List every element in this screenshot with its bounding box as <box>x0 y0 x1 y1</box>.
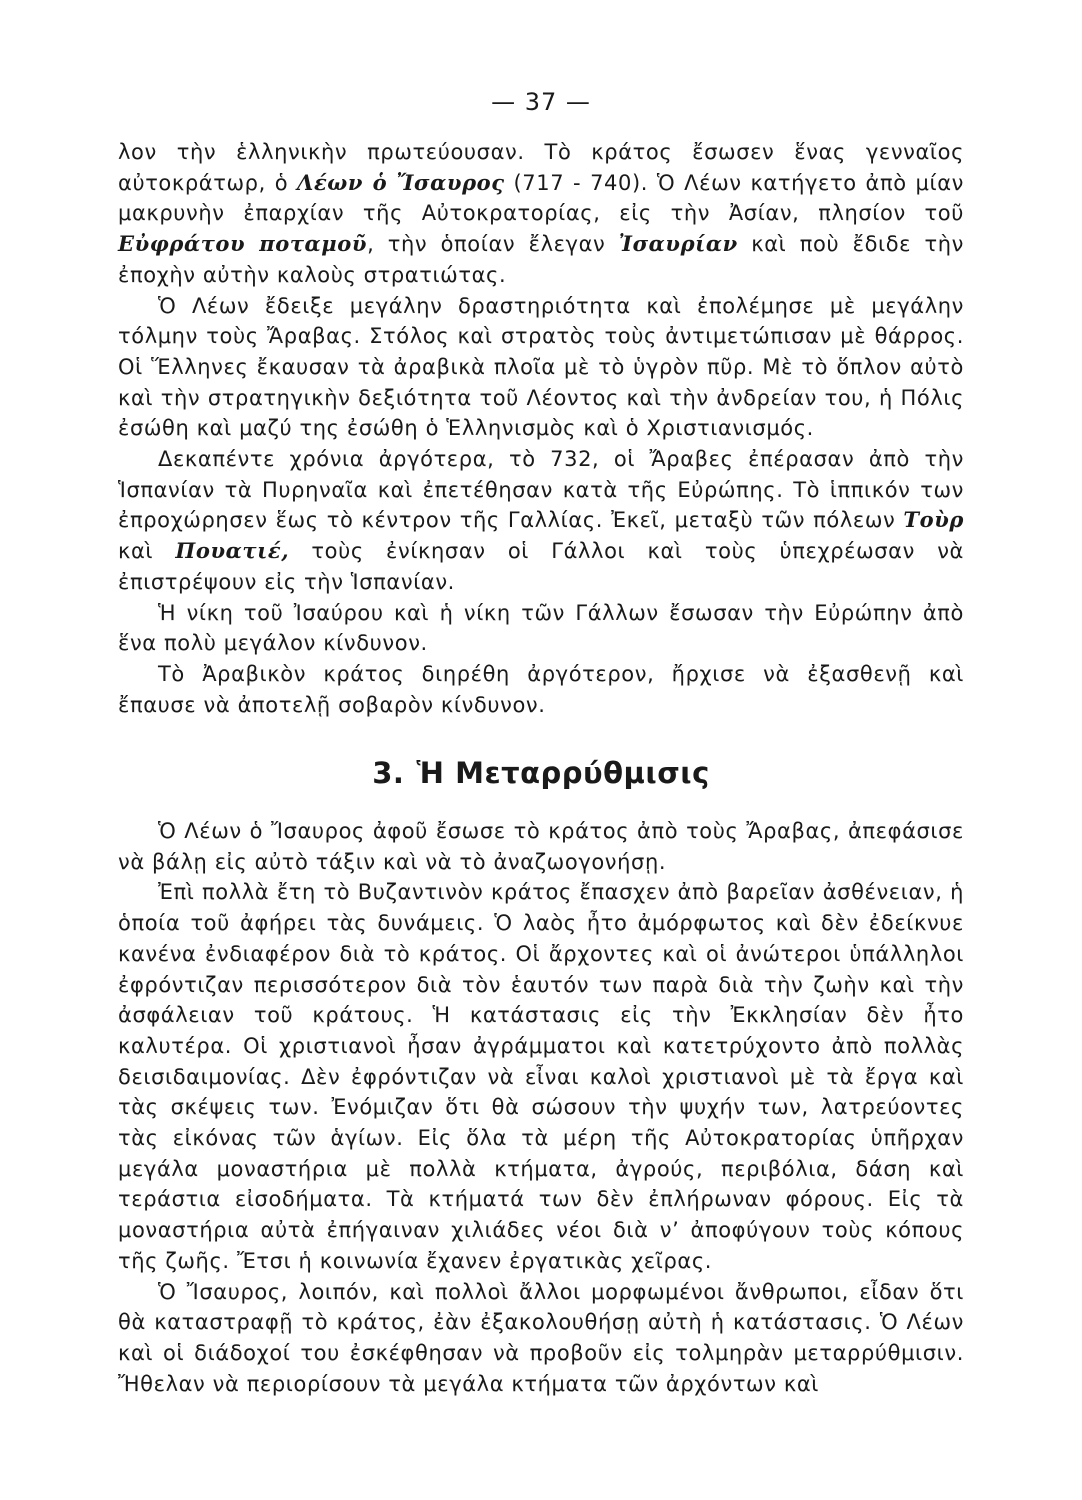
paragraph-arab-war: Ὁ Λέων ἔδειξε μεγάλην δραστηριότητα καὶ ἐπολέμησε μὲ μεγάλην τόλμην τοὺς Ἄραβας. Στόλος καὶ στρατὸς τοὺς ἀντιμετώπισαν μὲ θάρρος. Οἱ Ἕλληνες ἔκαυσαν τὰ ἀραβικὰ πλοῖα μὲ τὸ ὑγρὸν πῦρ. Μὲ τὸ ὅπλον αὐτὸ καὶ τὴν στρατηγικὴν δεξιότητα τοῦ Λέοντος καὶ τὴν ἀνδρείαν του, ἡ Πόλις ἐσώθη καὶ μαζύ της ἐσώθη ὁ Ἑλληνισμὸς καὶ ὁ Χριστιανισμός. <box>118 293 964 441</box>
paragraph-reform-plan: Ὁ Ἴσαυρος, λοιπόν, καὶ πολλοὶ ἄλλοι μορφωμένοι ἄνθρωποι, εἶδαν ὅτι θὰ καταστραφῇ τὸ κράτος, ἐὰν ἐξακολουθήσῃ αὐτὴ ἡ κατάστασις. Ὁ Λέων καὶ οἱ διάδοχοί του ἐσκέφθησαν νὰ προβοῦν εἰς τολμηρὰν μεταρρύθμισιν. Ἤθελαν νὰ περιορίσουν τὰ μεγάλα κτήματα τῶν ἀρχόντων καὶ <box>118 1279 964 1396</box>
emphasis-tours: Τοὺρ <box>903 507 964 533</box>
paragraph-leo-emperor <box>118 137 964 291</box>
paragraph-text: (717 - 740). Ὁ Λέων κατήγετο ἀπὸ μίαν μακρυνὴν ἐπαρχίαν τῆς Αὐτοκρατορίας, εἰς τὴν Ἀσίαν, πλησίον τοῦ <box>118 170 964 226</box>
paragraph-state-illness: Ἐπὶ πολλὰ ἔτη τὸ Βυζαντινὸν κράτος ἔπασχεν ἀπὸ βαρεῖαν ἀσθένειαν, ἡ ὁποία τοῦ ἀφήρει τὰς δυνάμεις. Ὁ λαὸς ἦτο ἀμόρφωτος καὶ δὲν ἐδείκνυε κανένα ἐνδιαφέρον διὰ τὸ κράτος. Οἱ ἄρχοντες καὶ οἱ ἀνώτεροι ὑπάλληλοι ἐφρόντιζαν περισσότερον διὰ τὸν ἑαυτόν των παρὰ διὰ τὴν ζωὴν καὶ τὴν ἀσφάλειαν τοῦ κράτους. Ἡ κατάστασις εἰς τὴν Ἐκκλησίαν δὲν ἦτο καλυτέρα. Οἱ χριστιανοὶ ἦσαν ἀγράμματοι καὶ κατετρύχοντο ἀπὸ πολλὰς δεισιδαιμονίας. Δὲν ἐφρόντιζαν νὰ εἶναι καλοὶ χριστιανοὶ μὲ τὰ ἔργα καὶ τὰς σκέψεις των. Ἐνόμιζαν ὅτι θὰ σώσουν τὴν ψυχήν των, λατρεύοντες τὰς εἰκόνας τῶν ἁγίων. Εἰς ὅλα τὰ μέρη τῆς Αὐτοκρατορίας ὑπῆρχαν μεγάλα μοναστήρια μὲ πολλὰ κτήματα, ἀγρούς, περιβόλια, δάση καὶ τεράστια εἰσοδήματα. Τὰ κτήματά των δὲν ἐπλήρωναν φόρους. Εἰς τὰ μοναστήρια αὐτὰ ἐπήγαιναν χιλιάδες νέοι διὰ ν’ ἀποφύγουν τοὺς κόπους τῆς ζωῆς. Ἔτσι ἡ κοινωνία ἔχανεν ἐργατικὰς χεῖρας. <box>118 880 964 1273</box>
emphasis-poitiers: Πουατιέ, <box>175 538 290 564</box>
section-number: 3. <box>372 756 405 790</box>
page-number: — 37 — <box>491 88 591 116</box>
paragraph-text: , τὴν ὁποίαν ἔλεγαν <box>367 232 619 257</box>
text-block-top <box>118 137 964 720</box>
paragraph-poitiers <box>118 444 964 598</box>
text-block-bottom <box>118 816 964 1399</box>
section-heading <box>0 756 1082 790</box>
paragraph-text: λον τὴν ἑλληνικὴν πρωτεύουσαν. Τὸ κράτος ἔσωσεν ἕνας γενναῖος αὐτοκράτωρ, ὁ <box>118 140 964 195</box>
paragraph-text: καὶ <box>118 539 176 564</box>
emphasis-isauria: Ἰσαυρίαν <box>618 231 738 257</box>
section-title: Ἡ Μεταρρύθμισις <box>416 756 710 790</box>
emphasis-euphrates-river: Εὐφράτου ποταμοῦ <box>118 231 368 257</box>
emphasis-leo-isaurian: Λέων ὁ Ἴσαυρος <box>297 169 505 195</box>
paragraph-arab-decline: Τὸ Ἀραβικὸν κράτος διηρέθη ἀργότερον, ἤρχισε νὰ ἐξασθενῇ καὶ ἔπαυσε νὰ ἀποτελῇ σοβαρὸν κίνδυνον. <box>118 661 964 717</box>
paragraph-victory: Ἡ νίκη τοῦ Ἰσαύρου καὶ ἡ νίκη τῶν Γάλλων ἔσωσαν τὴν Εὐρώπην ἀπὸ ἕνα πολὺ μεγάλον κίνδυνον. <box>118 600 964 656</box>
paragraph-text: καὶ ποὺ ἔδιδε τὴν ἐποχὴν αὐτὴν καλοὺς στρατιώτας. <box>118 232 964 287</box>
paragraph-reform-intro: Ὁ Λέων ὁ Ἴσαυρος ἀφοῦ ἔσωσε τὸ κράτος ἀπὸ τοὺς Ἄραβας, ἀπεφάσισε νὰ βάλῃ εἰς αὐτὸ τάξιν καὶ νὰ τὸ ἀναζωογονήσῃ. <box>118 819 964 874</box>
paragraph-text: τοὺς ἐνίκησαν οἱ Γάλλοι καὶ τοὺς ὑπεχρέωσαν νὰ ἐπιστρέψουν εἰς τὴν Ἱσπανίαν. <box>118 539 964 594</box>
paragraph-text: Δεκαπέντε χρόνια ἀργότερα, τὸ 732, οἱ Ἄραβες ἐπέρασαν ἀπὸ τὴν Ἱσπανίαν τὰ Πυρηναῖα καὶ ἐπετέθησαν κατὰ τῆς Εὐρώπης. Τὸ ἱππικόν των ἐπροχώρησεν ἕως τὸ κέντρον τῆς Γαλλίας. Ἐκεῖ, μεταξὺ τῶν πόλεων <box>118 447 964 533</box>
